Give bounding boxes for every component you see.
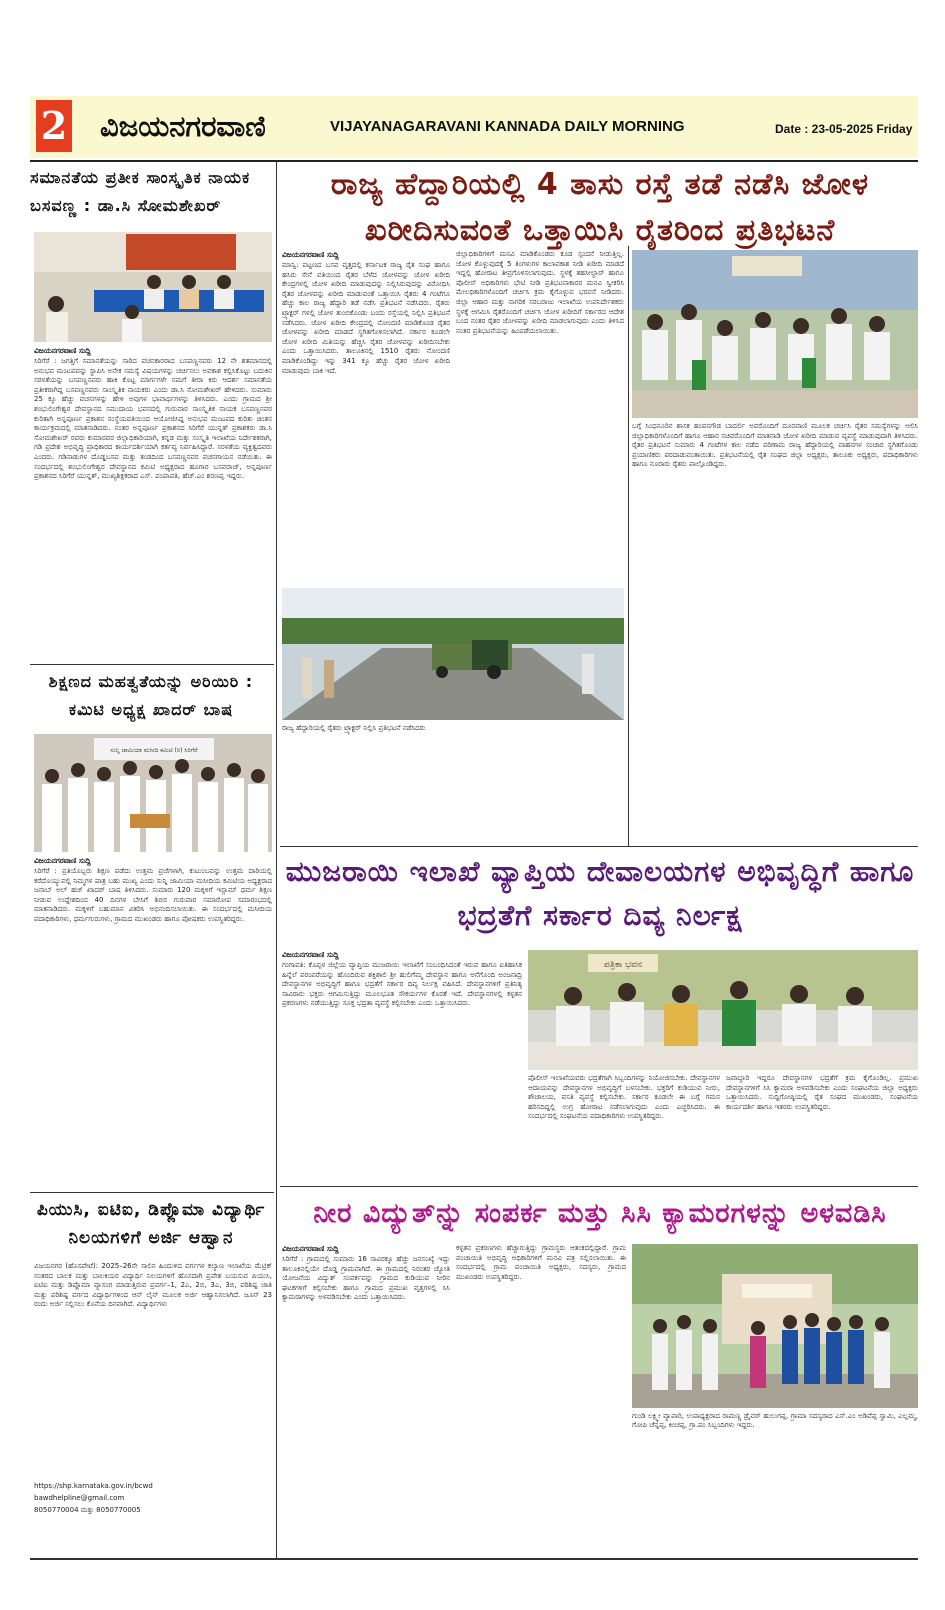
page-number: 2 xyxy=(36,100,72,152)
left-story2-byline: ವಿಜಯನಗರವಾಣಿ ಸುದ್ದಿ xyxy=(34,856,91,865)
temple-story-col2: ಪೊಲೀಸ್ ಇಲಾಖೆಯವರು ಭದ್ರತೆಗಾಗಿ ಸಿಬ್ಬಂದಿಗಳನ್ನು ನಿಯೋಜಿಸಬೇಕು. ದೇವಸ್ಥಾನಗಳ ಆದಾಯವನ್ನು ದೇವಸ್ಥಾನಗಳ ಅಭಿವೃದ್ಧಿಗೆ ಬಳಸಬೇಕು. ಭಕ್ತರಿಗೆ ಕುಡಿಯುವ ನೀರು, ಶೌಚಾಲಯ, ವಸತಿ ವ್ಯವಸ್ಥೆ ಕಲ್ಪಿಸಬೇಕು. ಸರ್ಕಾರ ಕೂಡಲೇ ಈ ಬಗ್ಗೆ ಗಮನ ಹರಿಸದಿದ್ದಲ್ಲಿ ಉಗ್ರ ಹೋರಾಟ ನಡೆಸಲಾಗುವುದು ಎಂದು ಎಚ್ಚರಿಸಿದರು. ಈ ಸಂದರ್ಭದಲ್ಲಿ ಸಂಘಟನೆಯ ಪದಾಧಿಕಾರಿಗಳು ಉಪಸ್ಥಿತರಿದ್ದರು. xyxy=(528,1074,720,1121)
press-bhavan-sign: ಪತ್ರಿಕಾ ಭವನ xyxy=(604,960,642,970)
road-blockade-photo xyxy=(282,588,624,720)
left-story1-headline: ಸಮಾನತೆಯ ಪ್ರತೀಕ ಸಾಂಸ್ಕೃತಿಕ ನಾಯಕ ಬಸವಣ್ಣ : ಡಾ.ಸಿ ಸೋಮಶೇಖರ್ xyxy=(30,168,251,215)
issue-date: Date : 23-05-2025 Friday xyxy=(775,122,913,136)
road-photo-caption: ರಾಜ್ಯ ಹೆದ್ದಾರಿಯಲ್ಲಿ ರೈತರು ಟ್ರ್ಯಾಕ್ಟರ್ ನಿಲ್ಲಿಸಿ ಪ್ರತಿಭಟನೆ ನಡೆಸಿದರು xyxy=(282,724,426,732)
divider xyxy=(280,1186,918,1187)
divider xyxy=(30,1192,274,1193)
water-story-byline: ವಿಜಯನಗರವಾಣಿ ಸುದ್ದಿ xyxy=(282,1244,339,1253)
left-story1-byline: ವಿಜಯನಗರವಾಣಿ ಸುದ್ದಿ xyxy=(34,346,91,355)
subtitle-en: KANNADA DAILY MORNING xyxy=(485,118,685,135)
main-story-col2: ಜಿಲ್ಲಾಧಿಕಾರಿಗಳಿಗೆ ಮನವಿ ಮಾಡಿಕೊಂಡರು ಕೂಡ ಸ್ಪಂದನೆ ನೀಡುತ್ತಿಲ್ಲ. ಜೋಳ ಕೊಳ್ಳುವುದಕ್ಕೆ 5 ತಿಂಗಳುಗಳ ಕಾಲಾವಕಾಶ ನೀಡಿ ಖರೀದಿ ಮಾಡದೆ ಇದ್ದಲ್ಲಿ ಹೋರಾಟ ತೀವ್ರಗೊಳಿಸಲಾಗುವುದು. ಸ್ಥಳಕ್ಕೆ ತಹಸೀಲ್ದಾರ್ ಹಾಗೂ ಪೊಲೀಸ್ ಅಧಿಕಾರಿಗಳು ಭೇಟಿ ನೀಡಿ ಪ್ರತಿಭಟನಾಕಾರರ ಮನವಿ ಸ್ವೀಕರಿಸಿ ಮೇಲಧಿಕಾರಿಗಳೊಂದಿಗೆ ಚರ್ಚಿಸಿ ಕ್ರಮ ಕೈಗೊಳ್ಳುವ ಭರವಸೆ ನೀಡಿದರು. ಜಿಲ್ಲಾ ಆಹಾರ ಮತ್ತು ನಾಗರಿಕ ಸರಬರಾಜು ಇಲಾಖೆಯ ಉಪನಿರ್ದೇಶಕರು ಸ್ಥಳಕ್ಕೆ ಆಗಮಿಸಿ ರೈತರೊಂದಿಗೆ ಚರ್ಚಿಸಿ ಜೋಳ ಖರೀದಿಗೆ ಸರ್ಕಾರದ ಆದೇಶ ಬಂದ ನಂತರ ರೈತರ ಜೋಳವನ್ನು ಖರೀದಿ ಮಾಡಲಾಗುವುದು ಎಂದು ತಿಳಿಸಿದ ನಂತರ ಪ್ರತಿಭಟನೆಯನ್ನು ಹಿಂಪಡೆಯಲಾಯಿತು. xyxy=(456,250,624,335)
main-story-byline: ವಿಜಯನಗರವಾಣಿ ಸುದ್ದಿ xyxy=(282,250,339,259)
temple-story-col3: ಜವಾಬ್ದಾರಿ ಇದ್ದರೂ ದೇವಸ್ಥಾನಗಳ ಭದ್ರತೆಗೆ ಕ್ರಮ ಕೈಗೊಂಡಿಲ್ಲ. ಪ್ರಮುಖ ದೇವಸ್ಥಾನಗಳಿಗೆ ಸಿಸಿ ಕ್ಯಾಮರಾ ಅಳವಡಿಸಬೇಕು ಎಂದು ಸಂಘಟನೆಯ ಜಿಲ್ಲಾ ಅಧ್ಯಕ್ಷರು ಒತ್ತಾಯಿಸಿದರು. ಸುದ್ದಿಗೋಷ್ಠಿಯಲ್ಲಿ ರೈತ ಸಂಘದ ಮುಖಂಡರು, ಸಂಘಟನೆಯ ಕಾರ್ಯದರ್ಶಿ ಹಾಗೂ ಇತರರು ಉಪಸ್ಥಿತರಿದ್ದರು. xyxy=(726,1074,918,1111)
application-website: https://shp.karnataka.gov.in/bcwd xyxy=(34,1482,153,1490)
page-bottom-rule xyxy=(30,1558,918,1560)
main-story-col3: ಬಗ್ಗೆ ಸಿಂಧನೂರಿನ ಶಾಸಕ ಹಂಪನಗೌಡ ಬಾದರ್ಲಿ ಅವರೊಂದಿಗೆ ದೂರವಾಣಿ ಮೂಲಕ ಚರ್ಚಿಸಿ ರೈತರ ಸಮಸ್ಯೆಗಳನ್ನು ಆಲಿಸಿ ಜಿಲ್ಲಾಧಿಕಾರಿಗಳೊಂದಿಗೆ ಹಾಗೂ ಆಹಾರ ಸಚಿವರೊಂದಿಗೆ ಮಾತನಾಡಿ ಜೋಳ ಖರೀದಿ ಮಾಡುವ ವ್ಯವಸ್ಥೆ ಮಾಡುವುದಾಗಿ ತಿಳಿಸಿದರು. ರೈತರ ಪ್ರತಿಭಟನೆ ಸುಮಾರು 4 ಗಂಟೆಗಳ ಕಾಲ ನಡೆದ ಪರಿಣಾಮ ರಾಜ್ಯ ಹೆದ್ದಾರಿಯಲ್ಲಿ ವಾಹನಗಳ ಸಂಚಾರ ಸ್ಥಗಿತಗೊಂಡು ಪ್ರಯಾಣಿಕರು ಪರದಾಡುವಂತಾಯಿತು. ಪ್ರತಿಭಟನೆಯಲ್ಲಿ ರೈತ ಸಂಘದ ಜಿಲ್ಲಾ ಅಧ್ಯಕ್ಷರು, ತಾಲೂಕು ಅಧ್ಯಕ್ಷರು, ಪದಾಧಿಕಾರಿಗಳು ಹಾಗೂ ನೂರಾರು ರೈತರು ಪಾಲ್ಗೊಂಡಿದ್ದರು. xyxy=(632,422,918,469)
divider xyxy=(30,664,274,665)
water-story-col1: ಸಿರಿಗೆರೆ : ಗ್ರಾಮದಲ್ಲಿ ಸುಮಾರು 16 ಸಾವಿರಕ್ಕೂ ಹೆಚ್ಚು ಜನಸಂಖ್ಯೆ ಇದ್ದು ತಾಲೂಕಿನಲ್ಲಿಯೇ ದೊಡ್ಡ ಗ್ರಾಮವಾಗಿದೆ. ಈ ಗ್ರಾಮದಲ್ಲಿ ನಿರಂತರ ಜ್ಯೋತಿ ಯೋಜನೆಯ ವಿದ್ಯುತ್ ಸಂಪರ್ಕವನ್ನು ಗ್ರಾಮದ ಕುಡಿಯುವ ನೀರಿನ ಘಟಕಗಳಿಗೆ ಕಲ್ಪಿಸಬೇಕು ಹಾಗೂ ಗ್ರಾಮದ ಪ್ರಮುಖ ವೃತ್ತಗಳಲ್ಲಿ ಸಿಸಿ ಕ್ಯಾಮರಾಗಳನ್ನು ಅಳವಡಿಸಬೇಕು ಎಂದು ಒತ್ತಾಯಿಸಿದರು. xyxy=(282,1255,450,1302)
helpline-email: bawdhelpline@gmail.com xyxy=(34,1494,125,1502)
water-story-headline: ನೀರ ವಿದ್ಯುತ್‌ನ್ನು ಸಂಪರ್ಕ ಮತ್ತು ಸಿಸಿ ಕ್ಯಾಮರಗಳನ್ನು ಅಳವಡಿಸಿ xyxy=(313,1198,887,1229)
panchayat-photo-caption: ಗುಂಡಿ ಲಕ್ಷ್ಮೀ ವ್ಯಾಪಾರಿ, ಉಪಾಧ್ಯಕ್ಷರಾದ ರಾಮಣ್ಣ ಡ್ರೈವರ್ ಹುಲುಗಪ್ಪ, ಗ್ರಾಮಾ ಸದಸ್ಯರಾದ ಎಸ್.ಎಂ ಅಡಿವೆಪ್ಪ ಸ್ವಾಮಿ, ಎಲ್ಲಮ್ಮ, ಗೋಪಿ ಚೆನ್ನಪ್ಪ, ಕಿಂಚಪ್ಪ, ಗ್ರಾ.ಪಂ ಸಿಬ್ಬಂದಿಗಳು ಇದ್ದರು. xyxy=(632,1412,918,1430)
press-meet-photo xyxy=(528,950,918,1070)
left-story3-headline: ಪಿಯುಸಿ, ಐಟಿಐ, ಡಿಪ್ಲೊಮಾ ವಿದ್ಯಾರ್ಥಿ ನಿಲಯಗಳಿಗೆ ಅರ್ಜಿ ಆಹ್ವಾನ xyxy=(36,1200,266,1248)
basavanna-event-photo xyxy=(34,232,272,342)
left-story3-body: ವಿಜಯನಗರ (ಹೊಸಪೇಟೆ): 2025–26ನೇ ಸಾಲಿನ ಹಿಂದುಳಿದ ವರ್ಗಗಳ ಕಲ್ಯಾಣ ಇಲಾಖೆಯ ಮೆಟ್ರಿಕ್ ನಂತರದ ಬಾಲಕ ಮತ್ತು ಬಾಲಕಿಯರ ವಿದ್ಯಾರ್ಥಿ ನಿಲಯಗಳಿಗೆ ಹೊಸದಾಗಿ ಪ್ರವೇಶ ಬಯಸುವ ಪಿಯುಸಿ, ಐಟಿಐ ಮತ್ತು ಡಿಪ್ಲೊಮಾ ವ್ಯಾಸಂಗ ಮಾಡುತ್ತಿರುವ ಪ್ರವರ್ಗ–1, 2ಎ, 2ಬಿ, 3ಎ, 3ಬಿ, ಪರಿಶಿಷ್ಟ ಜಾತಿ ಮತ್ತು ಪರಿಶಿಷ್ಟ ವರ್ಗದ ವಿದ್ಯಾರ್ಥಿಗಳಿಂದ ಆನ್ ಲೈನ್ ಮೂಲಕ ಅರ್ಜಿ ಆಹ್ವಾನಿಸಲಾಗಿದೆ. ಜೂನ್ 23 ರಂದು ಅರ್ಜಿ ಸಲ್ಲಿಸಲು ಕೊನೆಯ ದಿನವಾಗಿದೆ. ವಿದ್ಯಾರ್ಥಿಗಳು xyxy=(34,1262,272,1309)
main-story-headline: ರಾಜ್ಯ ಹೆದ್ದಾರಿಯಲ್ಲಿ 4 ತಾಸು ರಸ್ತೆ ತಡೆ ನಡೆಸಿ ಜೋಳ ಖರೀದಿಸುವಂತೆ ಒತ್ತಾಯಿಸಿ ರೈತರಿಂದ ಪ್ರತಿಭಟನೆ xyxy=(330,167,870,248)
farmers-protest-photo xyxy=(632,250,918,418)
photo-banner-text: ಸುನ್ನಿ ಜಾಮಿಯಾ ಮಸೀದಿ ಕಮಿಟಿ (ರಿ) ಸಿರಿಗೆರೆ xyxy=(110,747,198,754)
column-divider-main xyxy=(628,246,629,846)
main-story-col1: ಮಾನ್ವಿ: ಪಟ್ಟಣದ ಬಸವ ವೃತ್ತದಲ್ಲಿ ಕರ್ನಾಟಕ ರಾಜ್ಯ ರೈತ ಸಂಘ ಹಾಗೂ ಹಸಿರು ಸೇನೆ ವತಿಯಿಂದ ರೈತರ ಬೆಳೆದ ಜೋಳವನ್ನು ಜೋಳ ಖರೀದಿ ಕೇಂದ್ರಗಳಲ್ಲಿ ಜೋಳ ಖರೀದಿ ಮಾಡುವುದನ್ನು ನಿಲ್ಲಿಸಿರುವುದನ್ನು ವಿರೋಧಿಸಿ ರೈತರ ಜೋಳವನ್ನು ಖರೀದಿ ಮಾಡುವಂತೆ ಒತ್ತಾಯಿಸಿ ರೈತರು 4 ಗಂಟೆಗೂ ಹೆಚ್ಚು ಕಾಲ ರಾಜ್ಯ ಹೆದ್ದಾರಿ ತಡೆ ನಡೆಸಿ ಪ್ರತಿಭಟನೆ ನಡೆಸಿದರು. ರೈತರು ಟ್ರ್ಯಾಕ್ಟರ್ ಗಳಲ್ಲಿ ಜೋಳ ತುಂಬಿಕೊಂಡು ಬಂದು ರಸ್ತೆಯಲ್ಲಿ ನಿಲ್ಲಿಸಿ ಪ್ರತಿಭಟನೆ ನಡೆಸಿದರು. ಜೋಳ ಖರೀದಿ ಕೇಂದ್ರದಲ್ಲಿ ನೋಂದಣಿ ಮಾಡಿಕೊಂಡ ರೈತರ ಜೋಳವನ್ನು ಖರೀದಿ ಮಾಡದೆ ಸ್ಥಗಿತಗೊಳಿಸಲಾಗಿದೆ. ಸರ್ಕಾರ ಕೂಡಲೇ ಜೋಳ ಖರೀದಿ ಮಿತಿಯನ್ನು ಹೆಚ್ಚಿಸಿ ರೈತರ ಜೋಳವನ್ನು ಖರೀದಿಸಬೇಕು ಎಂದು ಒತ್ತಾಯಿಸಿದರು. ತಾಲೂಕಿನಲ್ಲಿ 1510 ರೈತರು ನೋಂದಣಿ ಮಾಡಿಕೊಂಡಿದ್ದು ಇನ್ನು 341 ಕ್ಕೂ ಹೆಚ್ಚು ರೈತರ ಜೋಳ ಖರೀದಿ ಮಾಡುವುದು ಬಾಕಿ ಇದೆ. xyxy=(282,261,450,375)
left-story2-headline: ಶಿಕ್ಷಣದ ಮಹತ್ವತೆಯನ್ನು ಅರಿಯಿರಿ : ಕಮಿಟಿ ಅಧ್ಯಕ್ಷ ಖಾದರ್ ಬಾಷ xyxy=(48,672,254,719)
temple-story-byline: ವಿಜಯನಗರವಾಣಿ ಸುದ್ದಿ xyxy=(282,950,339,959)
left-story1-body: ಸಿರಿಗೆರೆ : ಜಗತ್ತಿಗೆ ಸಮಾನತೆಯನ್ನು ಸಾರಿದ ವಚನಕಾರರಾದ ಬಸವಣ್ಣನವರು 12 ನೇ ಶತಮಾನದಲ್ಲಿ ಅನುಭವ ಮಂಟಪವನ್ನು ಸ್ಥಾಪಿಸಿ ಅನೇಕ ಸಮಸ್ಯೆ ವಿಷಯಗಳನ್ನು ಚರ್ಚಿಸಲು ಅವಕಾಶ ಕಲ್ಪಿಸಿಕೊಟ್ಟು ಬದುಕಿನ ಸರಳತೆಯನ್ನು ಬಸವಣ್ಣನವರು ಹಾಕಿ ಕೊಟ್ಟ ಮಾರ್ಗಗಳೇ ನಮಗೆ ತೀರಾ ಕಿರು ಆದರ್ಶ ಸಮಾನತೆಯ ಪ್ರತೀಕರಾಗಿದ್ದ ಬಸವಣ್ಣನವರು ಸಾಂಸ್ಕೃತಿಕ ನಾಯಕರು ಎಂದು ಡಾ.ಸಿ ಸೋಮಶೇಖರ್ ಹೇಳಿದರು. ಸುಮಾರು 25 ಕ್ಕೂ ಹೆಚ್ಚು ವಚನಗಳನ್ನು ಹೇಳಿ ಅವುಗಳ ಭಾವಾರ್ಥಗಳನ್ನು ತಿಳಿಸಿದರು. ಎಂದು ಗ್ರಾಮದ ಶ್ರೀ ಶಂಭುಲಿಂಗೇಶ್ವರ ದೇವಸ್ಥಾನದ ಸಮುದಾಯ ಭವನದಲ್ಲಿ ಗುರುವಾರ ಸಾಂಸ್ಕೃತಿಕ ನಾಯಕ ಬಸವಣ್ಣನವರ ಕುರಿತಾಗಿ ಅನ್ನಪೂರ್ಣ ಪ್ರಕಾಶನ ಸಂಸ್ಥೆಯವತಿಯಿಂದ ಆಯೋಜಿಸಿದ್ದ ಅನುಭವ ಮಂಟಪದ ಕುರಿತು ಚಿಂತನ ಕಾರ್ಯಕ್ರಮದಲ್ಲಿ ಮಾತನಾಡಿದರು. ನಂತರ ಅನ್ನಪೂರ್ಣ ಪ್ರಕಾಶನದ ಸಿರಿಗೆರೆ ಯುನ್ನತ್ ಪ್ರಕಾಶಕರು ಡಾ.ಸಿ ಸೋಮಶೇಖರ್ ರವರು ಕುಮಾರವರ ಜಿಲ್ಲಾಧಿಕಾರಿಯಾಗಿ, ಕನ್ನಡ ಮತ್ತು ಸಂಸ್ಕೃತಿ ಇಲಾಖೆಯ ನಿರ್ದೇಶಕರಾಗಿ, ಗಡಿ ಪ್ರದೇಶ ಅಭಿವೃದ್ಧಿ ಪ್ರಾಧಿಕಾರದ ಕಾರ್ಯದರ್ಶಿಯಾಗಿ ಕರ್ತವ್ಯ ನಿರ್ವಹಿಸಿದ್ದಾರೆ. ಸರಳತೆಯ ವ್ಯಕ್ತಿತ್ವದವರು ಎಂದರು. ಗಡಿನಾಡುಗಳ ದೊಡ್ಡಬಸವ ಮತ್ತು ತಂಡದಿಂದ ಬಸವಣ್ಣನವರ ವಚನಗಾಯನ ನಡೆಯಿತು. ಈ ಸಂದರ್ಭದಲ್ಲಿ ಶಂಭುಲಿಂಗೇಶ್ವರ ದೇವಸ್ಥಾನದ ಕಮಿಟಿ ಅಧ್ಯಕ್ಷರಾದ ಹೂಗಾರ ಬಸವರಾಜ್, ಅನ್ನಪೂರ್ಣ ಪ್ರಕಾಶನದ ಸಿರಿಗೆರೆ ಯುನ್ನತ್, ಮುಖ್ಯಶಿಕ್ಷಕರಾದ ಎಸ್. ಪಂಪಾಪತಿ, ಹೆಚ್.ಎಂ ಶರಣಪ್ಪ ಇದ್ದರು. xyxy=(34,357,272,481)
temple-story-col1: ಗಂಗಾವತಿ: ಕೊಪ್ಪಳ ಜಿಲ್ಲೆಯ ವ್ಯಾಪ್ತಿಯ ಮುಜರಾಯಿ ಇಲಾಖೆಗೆ ಸಂಬಂಧಿಸಿದಂತೆ ಇರುವ ಹಾಗೂ ಐತಿಹಾಸಿಕ ಹಿನ್ನೆಲೆ ಪರಂಪರೆಯನ್ನು ಹೊಂದಿರುವ ಶಕ್ತಿಶಾಲಿ ಶ್ರೀ ಹುಲಿಗೆಮ್ಮ ದೇವಸ್ಥಾನ ಹಾಗೂ ಆನೆಗೊಂದಿ ಅಂಜನಾದ್ರಿ ದೇವಸ್ಥಾನಗಳ ಅಭಿವೃದ್ಧಿಗೆ ಹಾಗೂ ಭದ್ರತೆಗೆ ಸರ್ಕಾರ ದಿವ್ಯ ನಿರ್ಲಕ್ಷ ವಹಿಸಿದೆ. ದೇವಸ್ಥಾನಗಳಿಗೆ ಪ್ರತಿನಿತ್ಯ ಸಾವಿರಾರು ಭಕ್ತರು ಆಗಮಿಸುತ್ತಿದ್ದು ಮೂಲಭೂತ ಸೌಕರ್ಯಗಳ ಕೊರತೆ ಇದೆ. ದೇವಸ್ಥಾನಗಳಲ್ಲಿ ಕಳ್ಳತನ ಪ್ರಕರಣಗಳು ನಡೆಯುತ್ತಿದ್ದು ಸೂಕ್ತ ಭದ್ರತಾ ವ್ಯವಸ್ಥೆ ಕಲ್ಪಿಸಬೇಕು ಎಂದು ಒತ್ತಾಯಿಸಿದರು. xyxy=(282,961,522,1008)
title-en: VIJAYANAGARAVANI xyxy=(330,118,481,135)
helpline-phone: 8050770004 ಮತ್ತು 8050770005 xyxy=(34,1506,141,1514)
water-story-col2: ಕಳ್ಳತನ ಪ್ರಕರಣಗಳು ಹೆಚ್ಚಾಗುತ್ತಿದ್ದು ಗ್ರಾಮಸ್ಥರು ಆತಂಕದಲ್ಲಿದ್ದಾರೆ. ಗ್ರಾಮ ಪಂಚಾಯಿತಿ ಅಭಿವೃದ್ಧಿ ಅಧಿಕಾರಿಗಳಿಗೆ ಮನವಿ ಪತ್ರ ಸಲ್ಲಿಸಲಾಯಿತು. ಈ ಸಂದರ್ಭದಲ್ಲಿ ಗ್ರಾಮ ಪಂಚಾಯಿತಿ ಅಧ್ಯಕ್ಷರು, ಸದಸ್ಯರು, ಗ್ರಾಮದ ಮುಖಂಡರು ಉಪಸ್ಥಿತರಿದ್ದರು. xyxy=(456,1244,626,1281)
madrasa-event-photo xyxy=(34,734,272,852)
temple-story-headline: ಮುಜರಾಯಿ ಇಲಾಖೆ ವ್ಯಾಪ್ತಿಯ ದೇವಾಲಯಗಳ ಅಭಿವೃದ್ಧಿಗೆ ಹಾಗೂ ಭದ್ರತೆಗೆ ಸರ್ಕಾರ ದಿವ್ಯ ನಿರ್ಲಕ್ಷ xyxy=(285,855,915,932)
newspaper-title-english xyxy=(330,116,685,138)
divider xyxy=(280,846,918,847)
panchayat-photo xyxy=(632,1244,918,1408)
masthead xyxy=(30,96,918,158)
newspaper-title-kannada: ವಿಜಯನಗರವಾಣಿ xyxy=(100,109,266,143)
column-divider-left xyxy=(276,162,277,1558)
left-story2-body: ಸಿರಿಗೆರೆ : ಪ್ರತಿಯೊಬ್ಬರು ಶಿಕ್ಷಣ ಪಡೆದು ಉತ್ತಮ ಪ್ರಜೆಗಳಾಗಿ, ಕುಟುಂಬವನ್ನು ಉತ್ತಮ ದಾರಿಯಲ್ಲಿ ಕರೆದೊಯ್ಯುವಲ್ಲಿ ನಿಮ್ಮಗಳ ಪಾತ್ರ ಬಹು ಮುಖ್ಯ ಎಂದು ಸುನ್ನಿ ಜಾಮಿಯಾ ಮಸೀದಿಯ ಕಮಿಟಿಯ ಅಧ್ಯಕ್ಷರಾದ ಜನಾಬ್ ಅಲ್ ಹಜ್ ಖಾದರ್ ಬಾಷ ತಿಳಿಸಿದರು. ಸುಮಾರು 120 ಮಕ್ಕಳಿಗೆ ಇಸ್ಲಾಮ್ ಧರ್ಮ ಶಿಕ್ಷಣ ನೀಡುವ ಉದ್ದೇಶದಿಂದ 40 ದಿನಗಳ ಬೇಸಿಗೆ ಶಿಬಿರ ಗುರುವಾರ ಸಮಾರೋಪ ಸಮಾರಂಭದಲ್ಲಿ ಮಾತನಾಡಿದರು. ಮಕ್ಕಳಿಗೆ ಬಹುಮಾನ ವಿತರಿಸಿ ಅಭಿನಂದಿಸಲಾಯಿತು. ಈ ಸಂದರ್ಭದಲ್ಲಿ ಮಸೀದಿಯ ಪದಾಧಿಕಾರಿಗಳು, ಧರ್ಮಗುರುಗಳು, ಗ್ರಾಮದ ಮುಖಂಡರು ಹಾಗೂ ಪೋಷಕರು ಉಪಸ್ಥಿತರಿದ್ದರು. xyxy=(34,867,272,923)
